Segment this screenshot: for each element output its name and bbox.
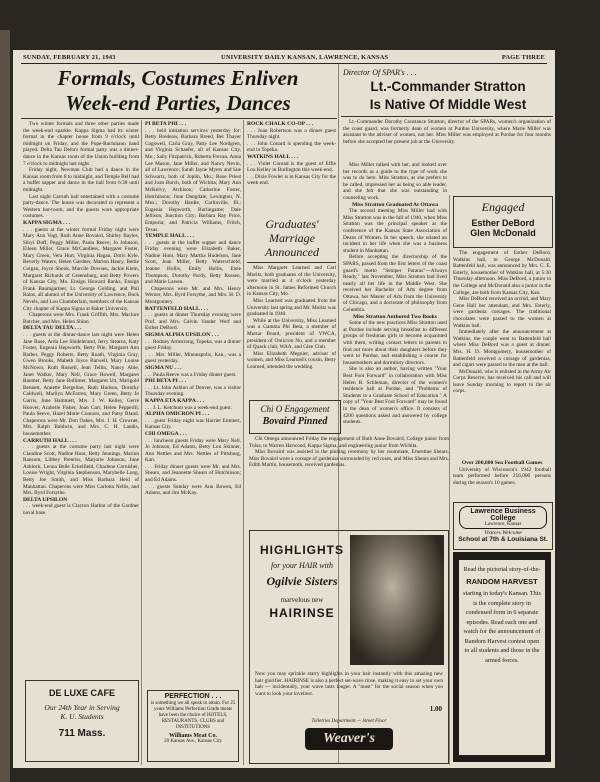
ad-line: for your HAIR with [271, 561, 333, 570]
paragraph: Some of the new practices Miss Stratton used at Purdue include serving breakfast to different groups of freshman girls to become acquainted with them, writing contact letters to parents to find out more about their daughters before they went to Purdue, and establishing a course for housemothers and dormitory directors. [343, 320, 447, 366]
paragraph: Lt.-Commander Dorothy Constance Stratton, director of the SPARs, women's organization of the coast guard, was formerly dean of women at Purdue University, where Marie Miller was assistant to the adviser of women, not her. Miss Miller was employed at Purdue for four months before she accepted her present job at the University. [343, 119, 551, 145]
page-number: PAGE THREE [501, 54, 545, 61]
section-title: PHI BETA PI . . . [145, 378, 187, 385]
ad-line: Our 24th Year in Serving [44, 703, 120, 712]
paragraph: . . . guests at the costume party last night were Claudine Scott, Nadine Hunt, Betty Jennings, Marion Ransom, Libbey Prentiss, Marjorie Johnson, June Ashlock, Leona Belle Eckelfield, Charlene Cornisher, Louise Wright, Virginia Stephenson, Marybelle Long, Betty Joe Smith, and Miss Barbara Heid of Manhattan. Chaperons were Miss Carlotta Nellis, and Mrs. Byrd Forsythe. [23, 444, 139, 497]
ad-body: Now you may sprinkle starry highlights in your hair instantly with this amazing new hair glorifier. HAIRINSE is also a perfect set-wave rinse, making it easy to set your own hair — incidentally, your wave lasts longer. A "must" for the social season when you want to look your loveliest. [255, 671, 443, 697]
section-title: DELTA TAU DELTA . . . [23, 325, 82, 332]
paragraph: . . . Lt. John Ashlon of Denver, was a visitor Thursday evening. [145, 384, 241, 398]
section-title: ROCK CHALK CO-OP . . . [247, 121, 314, 127]
ad-subtitle: Lawrence, Kansas [484, 522, 522, 527]
paragraph: . . . Violet Conrad is the guest of Effie Lou Kelley in Burlington this week-end. [247, 160, 336, 174]
paragraph: Friday night, Newman Club had a dance in the Kansas room from 8 to midnight, and Temple Bell had a buffet supper and dance in the hall from 6:30 until midnight. [23, 167, 139, 193]
ad-line: K. U. Students [60, 712, 104, 721]
headline-stratton: Lt.-Commander Stratton [370, 79, 526, 94]
paragraph: The engagement of Esther DeBord, Watkins hall, to George McDonald, Battenfeld hall, was announced by Mrs. C. E. Esterly, housemother of Watkins hall, at 5:30 Thursday afternoon. Miss DeBord, a junior in the College and McDonald also a junior in the College, are both from Kansas City, Kan. [453, 250, 551, 296]
paragraph: . . . guests at the dinner-dance last night were Helen Jane Rose, Arda Lee Shidelerand, Jerry Stearns, Katy Foster, Eugenia Hepworth, Betty Pile, Margaret Ann Barber, Peggy Roberts, Betty Roath, Virginia Gray, Gwen Brooks, Mabeth Joyce Barwell, Mary Louise McNown, Ruth Russell, Jean Tellin, Nancy Able, Janet Walker, Mary Nell, Grace Howell, Margaret Baumer, Betty Jane Bullimer, Margaret Utt, Marigold Bennett, Annette Bergeline, Ruth Hudson, Dorothy Caldwell, Marilyn McFarren, Mary Green, Betty Jo Garris, June Hammett, Mrs. J. W. Kelley, Gerre Hoover, Arabelle Fisher, Joan Carr, Helen Pepperill, Paula Seevo, Hazel Marie Connors, and Patsy Bland. Chaperons were Mr. Don Oakes, Mrs. J. H. Crowner, Mrs. Ralph Baldwin, and Mrs. C. H. Landis, housemother. [23, 332, 139, 437]
paragraph: University of Wisconsin's 1942 football team performed before 256,000 persons during the season's 10 games. [453, 466, 551, 486]
football-filler [453, 460, 551, 498]
headline-marriage: Marriage [269, 231, 315, 245]
ad-address: School at 7th & Louisiana St. [458, 536, 548, 543]
ad-de-luxe-cafe [25, 680, 139, 762]
issue-date: SUNDAY, FEBRUARY 21, 1943 [23, 54, 116, 61]
paragraph: Chi Omega announced Friday the engagement of Ruth Anne Bovaird, College junior from Tulsa, to Warren Harwood, Kappa Sigma, and engineering junior from Wichita. [249, 436, 449, 449]
paragraph: The second meeting Miss Miller had with Miss Stratton was in the fall of 1940, when Miss Stratton was the principal speaker at the conference of the Kansas State Association of Deans of Women. In her speech, she related an incident in her life when she was a business student in Manhattan. [343, 208, 447, 254]
paragraph: . . . guests at dinner Thursday evening were Prof. and Mrs. Calvin Vander Werf and Esther DeBord. [145, 312, 241, 332]
column-rule [243, 120, 244, 765]
rule [247, 262, 336, 263]
ad-price: 1.00 [429, 705, 442, 713]
ad-title: DE LUXE CAFE [48, 688, 115, 698]
paragraph: . . . held initiation services yesterday for: Betty Bredeaw, Barbara Breed, Bel Thayer Cogswell, Carla Gray, Patty Lee Nordgren, and Virginia Schaefer, all of Kansas City, Mo.; Sally Fitzpatrick, Roberta Frevan, Anna Lee Mason, Jane Miller, and Nancy Nevin, all of Lawrence; Sarah Jayne Myers and Sue Schwartz, both of Joplin, Mo.; Rose Priest and Joan Burch, both of Wichita; Mary Ann McKelvy, Atchison; Catherine Foster, Hutchinson; June Dangdale, Lexington, N. Mex.; Dorothy Hardie, Carlinville, Ill.; Eugenia Hepworth, Burlingame; Dale Jellison, Junction City; Barbara Ray Price, Emporia; and Patricia Williams, Fritch, Texas. [145, 127, 241, 233]
banner-label: Engaged [481, 200, 525, 214]
section-title: KAPPA SIGMA . . . [23, 219, 70, 226]
feature-title: RANDOM HARVEST [466, 577, 538, 586]
column-rule [141, 120, 142, 765]
paragraph: While at the University, Miss Learned was a Gamma Phi Beta, a member of Mortar Board, president of YWCA, president of Omicron Nu, and a member of Quack club, WAA, and Glee Club. [247, 317, 336, 351]
ad-dept: Toiletries Department — Street Floor [311, 719, 387, 724]
paragraph: . . . Paula Reeve was a Friday dinner guest. [145, 371, 237, 378]
ad-company: Williams Meat Co. [168, 733, 218, 739]
weavers-logo: Weaver's [305, 728, 393, 750]
stratton-body [343, 162, 447, 522]
section-title: SIGMA ALPHA UPSILON . . . [145, 332, 219, 338]
headline-formals: Formals, Costumes Enliven [57, 66, 299, 90]
paragraph: McDonald, who is enlisted in the Army Air Corps Reserve, has received his call and will leave Sunday morning to report to the air corps. [453, 368, 551, 395]
paragraph: . . . Joan Robertson was a dinner guest Thursday night. [247, 127, 336, 141]
ad-title: Lawrence Business College [470, 508, 536, 522]
engaged-banner [453, 196, 553, 248]
paragraph: Chaperons were Mrs. Frank Griffith, Mrs. Maclure Butcher, and Mrs. Helen Shinn. [23, 312, 139, 325]
section-title: DELTA UPSILON [23, 496, 68, 503]
section-title: KAPPA ETA KAPPA . . . [145, 397, 205, 404]
paragraph: . . . guests at the winter formal Friday night were Mary Ann Vogt, Ruth Anne Bovaird, Shirley Bayles, Sibyl Duff, Peggy Miller, Paula Reeve, Jo Johnson, Eileen Miller, Grace McCandless, Margaret Foster, Mary Green, Vera Hurt, Virginia Hagan, Doris Kyle, Beverly Waters, Helen Gardner, Marion Haury, Bettie Colgan, Joyce Shook, Marcile Dowsen, Jackie Klein, Margaret Richards of Greensburg, and Betty Powers of Kansas City, Mo. Ensign Howard Ranks, Ensign Frank Baumgartner, Lt. George Golding, and Phil Rains, all alumni of the University of Lawrence, Buck Nevels, and Lou Chamberlain, members of the Kansas City chapter of Kappa Sigma at Baker University. [23, 226, 139, 312]
paragraph: Miss DeBord received an orchid, and Mary Gene Hall her attendant, and Mrs. Esterly, were gardenia corsages. The traditional chocolates were passed to the women at Watkins hall. [453, 296, 551, 329]
ad-headline: HIGHLIGHTS [260, 543, 344, 557]
ad-title: PERFECTION . . . [164, 693, 222, 700]
column-rule [449, 195, 450, 765]
paragraph: . . . Mrs. Miller, Minneapolis, Kan., was a guest yesterday. [145, 351, 241, 365]
section-title: PI BETA PHI . . . [145, 121, 187, 127]
column-society-2 [145, 121, 241, 691]
paragraph: . . . guests Sunday were Ann Bowen, Ed Adams, and Jim McKay. [145, 483, 241, 497]
paragraph: . . . Rodney Armstrong, Topeka, was a dinner guest Friday. [145, 338, 241, 352]
binder-edge [0, 30, 10, 782]
paragraph: Miss Elizabeth Megnier, advisor of women, and Miss Learned's cousin, Betty Learned, attended the wedding. [247, 350, 336, 370]
stratton-kicker: Director Of SPAR's . . . [343, 68, 417, 77]
paragraph: . . . week-end guest is Clayton Harbur of the Gardner naval base. [23, 503, 139, 517]
paragraph: Miss Miller talked with her, and looked over her records as a guide to the type of work she was to do here. Miss Stratton, as she prefers to be called, impressed her as being so able leader, and she felt that she was outstanding in counseling work. [343, 162, 447, 201]
paragraph: Miss Learned was graduated from the University last spring and Mr. Moritz was graduated in 1940. [247, 297, 336, 318]
banner-line: Chi O Engagement [260, 404, 330, 414]
section-title: CHI OMEGA . . . [145, 430, 187, 437]
banner-names: Esther DeBord [471, 218, 535, 228]
paragraph: Miss Margaret Learned and Carl Moritz, both graduates of the University, were married at 4 o'clock yesterday afternoon in St. James Reformed Church in Kansas City, Mo. [247, 265, 336, 298]
paragraph: . . . Friday dinner guests were Mr. and Mrs. Shears, and Jeannette Shears of Hutchinson; and Ed Adams. [145, 463, 241, 484]
paragraph: . . . guest Friday night was Harriet Emmert, Kansas City. [145, 417, 241, 431]
column-society-1 [23, 121, 139, 677]
filler-title: Over 200,000 Sea Football Games [461, 460, 543, 466]
paragraph: . . . luncheon guests Friday were Mary Nell, Jo Johnson, Ed Adams, Betty Lou Skinner, Ann Nettles and Mrs. Nettles of Pittsburg, Kan. [145, 437, 241, 464]
section-title: WATKINS HALL . . . [247, 153, 299, 160]
engaged-story [453, 250, 551, 458]
paragraph: . . . Dixie Fowler is in Kansas City for the week-end. [247, 173, 336, 187]
ad-hairinse [249, 530, 449, 764]
brand-script: Ogilvie Sisters [266, 574, 338, 588]
paragraph: Immediately after the announcement at Watkins, the couple went to Battenfeld hall where Miss DeBord was a guest at dinner. Mrs. H. D. Montgomery, housemother of Battenfeld received a corsage of gardenias, and cigars were passed to the men at the hall. [453, 329, 551, 369]
chi-o-banner [249, 400, 341, 434]
headline-rule [21, 118, 337, 119]
paragraph: Chaperons were Mr. and Mrs. Henry Werner, Mrs. Byrd Forsythe, and Mrs. H. D. Montgomery. [145, 285, 241, 306]
page-header [21, 53, 547, 64]
section-title: ALPHA OMICRON PI . . . [145, 411, 210, 418]
ad-text: is something we all speak to attain. For 25 years Williams Perfection Grade meats have been the choice of HOTELS, RESTAURANTS, CLUBS and INSTITUTIONS [150, 701, 236, 730]
headline-graduates: Graduates' [265, 217, 319, 231]
paragraph: . . . J. L. Ketchum was a week-end guest. [145, 404, 232, 411]
section-title: SIGMA NU . . . [145, 364, 182, 371]
newspaper-page [13, 50, 555, 768]
intro-paragraph: Two winter formals and three other parties made the week-end sparkle. Kappa Sigma had its winter formal in the chapter house from 9 o'clock until midnight on Friday, and the Pope-Bachmann band played. Delta Tau Delta's formal party was a dinner-dance in the Kansas room of the Union building from 7 o'clock to midnight last night. [23, 121, 139, 167]
headline-announced: Announced [265, 245, 319, 259]
ad-williams-meat [147, 690, 239, 762]
ad-line: marvelous new [280, 596, 324, 604]
paragraph: Before accepting the directorship of the SPARS, passed from the first letters of the coast guard's motto "Semper Paratus"—Always Ready," last November, Miss Stratton had lived nearly all her life in the Middle West. She received her Bachelor of Arts degree from Ottawa, her Master of Arts from the University of Chicago, and a doctorate of philosophy from Columbia. [343, 254, 447, 314]
section-title: BATTENFELD HALL . . . [145, 305, 208, 312]
headline-weekend: Week-end Parties, Dances [65, 91, 291, 115]
banner-names: Glen McDonald [470, 228, 536, 238]
section-title: CARRUTH HALL . . . [23, 437, 77, 444]
model-photo [350, 535, 444, 665]
paragraph: . . . guests at the buffet supper and dance Friday evening were Elizabeth Baker, Nadine Hunt, Mary Martha Hudelson, Jane Scott, Jean Miller, Betty Waterschield, Joanne Hollis, Emily Hollis, Elsie Thompson, Dorothy Purdy, Betty Rossen, and Marie Larsen. [145, 239, 241, 286]
ad-line: Visitors Welcome [484, 530, 522, 536]
ad-line: Read the pictorial story-of-the- [463, 566, 541, 573]
paragraph: Miss Bovaird was assisted in the pinning ceremony by her roommate, Ernestine Shears. Miss Bovaird wore a corsage of gardenias surrounded by red roses, and Miss Shears and Mrs. Edith Martin, housemoth, received gardenias. [249, 449, 449, 469]
ad-body: starting in today's Kansan. This is the complete story in condensed form in 6 separate episodes. Read each one and watch for the announcement of Random Harvest contest open to all students and those in the armed forces. [463, 590, 541, 664]
paragraph: Last night Carruth hall entertained with a costume party-dance. The house was decorated to represent a Western bar-room, and the guests wore appropriate costumes. [23, 193, 139, 220]
paragraph: She is also an author, having written "Your Best Foot Forward" in collaboration with Miss Helen B. Schleman, director of the women's residence hall at Purdue, and "Problems of Students in a Graduate School of Education." A copy of "Your Best Foot Forward" may be found in the dean of women's office. It consists of 4200 questions asked and answered by college students. [343, 366, 447, 426]
banner-line: Bovaird Pinned [262, 416, 328, 427]
subhead: Miss Stratton Graduated At Ottawa [351, 201, 439, 208]
masthead: UNIVERSITY DAILY KANSAN, LAWRENCE, KANSAS [221, 54, 389, 61]
subhead: Miss Stratton Authored Two Books [353, 313, 437, 320]
ad-address: 711 Mass. [58, 728, 106, 739]
paragraph: . . . John Conard is spending the week-end in Topeka. [247, 140, 336, 154]
headline-midwest: Is Native Of Middle West [369, 97, 527, 112]
rule [341, 116, 553, 117]
graduates-story [247, 265, 336, 393]
ad-random-harvest [453, 552, 551, 762]
product-name: HAIRINSE [269, 606, 335, 620]
section-title: TEMPLE HALL . . . [145, 233, 194, 240]
ad-address: 20 Kansas Ave., Kansas City [164, 739, 222, 744]
ad-business-college [453, 502, 553, 550]
